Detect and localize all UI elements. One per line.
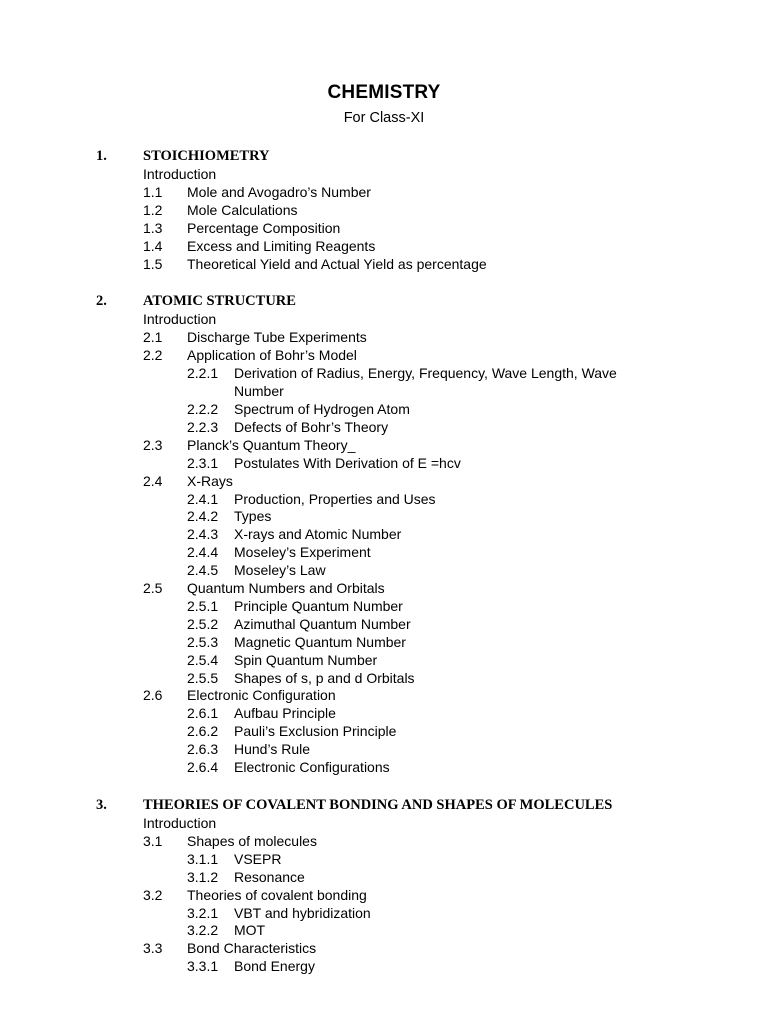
toc-subsection[interactable]: [187, 922, 672, 940]
toc-chapter-intro: Introduction: [143, 166, 217, 182]
toc-subsection-label: Shapes of s, p and d Orbitals: [234, 669, 415, 686]
toc-subsection-number: 3.2.2: [187, 922, 219, 939]
toc-subsection[interactable]: [187, 905, 672, 923]
toc-subsection[interactable]: [187, 491, 672, 509]
toc-section-number: 3.1: [143, 832, 163, 849]
toc-subsection-label: Defects of Bohr’s Theory: [234, 418, 389, 435]
toc-subsection[interactable]: [187, 705, 672, 723]
toc-chapter-number: 1.: [96, 148, 107, 164]
toc-subsection-number: 2.5.5: [187, 669, 219, 686]
toc-subsection-label: MOT: [234, 922, 266, 939]
toc-subsection-number: 3.1.2: [187, 868, 219, 885]
toc-section-label: Percentage Composition: [187, 219, 341, 236]
toc-section[interactable]: [143, 687, 672, 705]
toc-subsection-number: 2.4.2: [187, 508, 219, 525]
toc-subsection[interactable]: [187, 562, 672, 580]
toc-subsection-label: Postulates With Derivation of E =hcv: [234, 454, 461, 471]
toc-subsection-label: Pauli’s Exclusion Principle: [234, 723, 397, 740]
toc-subsection-label: Moseley’s Law: [234, 562, 326, 579]
toc-subsection-number: 3.3.1: [187, 958, 219, 975]
toc-section-number: 1.4: [143, 237, 163, 254]
toc-subsection-label: Types: [234, 508, 272, 525]
toc-subsection-number: 2.4.5: [187, 562, 219, 579]
toc-section[interactable]: [143, 184, 672, 202]
toc-subsection-number: 2.5.1: [187, 597, 219, 614]
toc-subsection[interactable]: [187, 634, 672, 652]
toc-subsection[interactable]: [187, 616, 672, 634]
toc-section[interactable]: [143, 202, 672, 220]
toc-subsection-label: Derivation of Radius, Energy, Frequency, Wave Length, Wave Number: [234, 365, 617, 400]
toc-subsection[interactable]: [187, 851, 672, 869]
toc-chapter-heading[interactable]: [96, 293, 672, 310]
toc-chapter: [96, 148, 672, 273]
toc-chapter: [96, 797, 672, 976]
toc-subsection[interactable]: [187, 741, 672, 759]
toc-section-label: Quantum Numbers and Orbitals: [187, 580, 385, 597]
toc-section-number: 3.3: [143, 940, 163, 957]
toc-subsection[interactable]: [187, 670, 672, 688]
toc-subsection-label: Magnetic Quantum Number: [234, 633, 406, 650]
toc-subsection-label: VBT and hybridization: [234, 904, 371, 921]
toc-subsection-number: 2.4.3: [187, 526, 219, 543]
toc-section-label: Theories of covalent bonding: [187, 886, 367, 903]
toc-subsection-label: Azimuthal Quantum Number: [234, 615, 411, 632]
toc-section-number: 1.2: [143, 201, 163, 218]
toc-section[interactable]: [143, 940, 672, 958]
toc-section[interactable]: [143, 437, 672, 455]
toc-section[interactable]: [143, 580, 672, 598]
toc-subsection-label: Bond Energy: [234, 958, 315, 975]
toc-subsection-number: 2.6.1: [187, 705, 219, 722]
toc-section-label: Electronic Configuration: [187, 687, 336, 704]
toc-section-label: Bond Characteristics: [187, 940, 317, 957]
toc-chapter-intro: Introduction: [143, 311, 217, 328]
toc-subsection[interactable]: [187, 598, 672, 616]
toc-subsection[interactable]: [187, 365, 672, 401]
toc-section-number: 1.1: [143, 183, 163, 200]
toc-section-label: Shapes of molecules: [187, 832, 317, 849]
toc-subsection-label: Aufbau Principle: [234, 705, 336, 722]
toc-chapter-title: THEORIES OF COVALENT BONDING AND SHAPES OF MOLECULES: [143, 797, 613, 813]
toc-subsection-label: Resonance: [234, 868, 305, 885]
toc-section[interactable]: [143, 329, 672, 347]
toc-chapter-heading[interactable]: [96, 797, 672, 814]
toc-section-number: 2.2: [143, 347, 163, 364]
toc-subsection-label: Spectrum of Hydrogen Atom: [234, 400, 410, 417]
page-subtitle: For Class-XI: [343, 110, 425, 126]
toc-section-number: 2.4: [143, 472, 163, 489]
toc-section-label: X-Rays: [187, 472, 233, 489]
toc-subsection-number: 2.2.1: [187, 365, 219, 382]
toc-subsection[interactable]: [187, 958, 672, 976]
toc-section[interactable]: [143, 473, 672, 491]
toc-subsection-number: 2.6.4: [187, 759, 219, 776]
toc-subsection-number: 2.5.4: [187, 651, 219, 668]
toc-chapter: [96, 293, 672, 777]
toc-section-label: Application of Bohr’s Model: [187, 347, 357, 364]
toc-subsection-label: Principle Quantum Number: [234, 597, 403, 614]
toc-subsection[interactable]: [187, 723, 672, 741]
toc-section-label: Mole Calculations: [187, 201, 298, 218]
toc-section-label: Planck’s Quantum Theory_: [187, 436, 356, 453]
toc-section-number: 1.3: [143, 219, 163, 236]
toc-subsection-number: 2.3.1: [187, 454, 219, 471]
toc-chapter-title: ATOMIC STRUCTURE: [143, 293, 296, 310]
toc-section-number: 3.2: [143, 886, 163, 903]
toc-subsection-label: Electronic Configurations: [234, 759, 390, 776]
toc-subsection[interactable]: [187, 401, 672, 419]
toc-chapter-number: 3.: [96, 797, 107, 813]
toc-section-label: Mole and Avogadro’s Number: [187, 183, 371, 200]
toc-subsection-number: 2.4.4: [187, 544, 219, 561]
toc-subsection[interactable]: [187, 508, 672, 526]
toc-subsection-number: 2.4.1: [187, 490, 219, 507]
toc-subsection-label: Production, Properties and Uses: [234, 490, 436, 507]
toc-subsection[interactable]: [187, 455, 672, 473]
toc-section-number: 2.3: [143, 436, 163, 453]
toc-subsection-label: X-rays and Atomic Number: [234, 526, 402, 543]
toc-chapter-title: STOICHIOMETRY: [143, 148, 270, 164]
toc-section[interactable]: [143, 833, 672, 851]
toc-subsection-number: 2.6.3: [187, 741, 219, 758]
toc-section-number: 1.5: [143, 255, 163, 272]
toc-section-number: 2.6: [143, 687, 163, 704]
toc-subsection-number: 2.6.2: [187, 723, 219, 740]
toc-section[interactable]: [143, 256, 672, 274]
page-title: CHEMISTRY: [327, 82, 441, 103]
toc-subsection[interactable]: [187, 526, 672, 544]
toc-section[interactable]: [143, 220, 672, 238]
toc-subsection[interactable]: [187, 759, 672, 777]
toc-subsection-number: 3.2.1: [187, 904, 219, 921]
toc-section-number: 2.1: [143, 329, 163, 346]
toc-chapter-number: 2.: [96, 293, 107, 310]
toc-subsection-number: 3.1.1: [187, 850, 219, 867]
toc-chapter-heading[interactable]: [96, 148, 672, 165]
toc-section[interactable]: [143, 347, 672, 365]
toc-subsection-label: Hund’s Rule: [234, 741, 311, 758]
toc-section-label: Discharge Tube Experiments: [187, 329, 367, 346]
toc-subsection[interactable]: [187, 869, 672, 887]
toc-section-number: 2.5: [143, 580, 163, 597]
toc-subsection-label: Moseley’s Experiment: [234, 544, 371, 561]
toc-subsection-label: Spin Quantum Number: [234, 651, 378, 668]
toc-subsection-number: 2.5.3: [187, 633, 219, 650]
toc-section[interactable]: [143, 887, 672, 905]
table-of-contents: [96, 148, 672, 976]
toc-subsection-number: 2.2.3: [187, 418, 219, 435]
toc-chapter-intro: Introduction: [143, 815, 217, 831]
toc-subsection[interactable]: [187, 419, 672, 437]
toc-section-label: Theoretical Yield and Actual Yield as percentage: [187, 255, 487, 272]
toc-subsection[interactable]: [187, 652, 672, 670]
toc-section-label: Excess and Limiting Reagents: [187, 237, 376, 254]
toc-subsection[interactable]: [187, 544, 672, 562]
toc-section[interactable]: [143, 238, 672, 256]
toc-subsection-number: 2.5.2: [187, 615, 219, 632]
toc-subsection-label: VSEPR: [234, 850, 282, 867]
toc-subsection-number: 2.2.2: [187, 400, 219, 417]
